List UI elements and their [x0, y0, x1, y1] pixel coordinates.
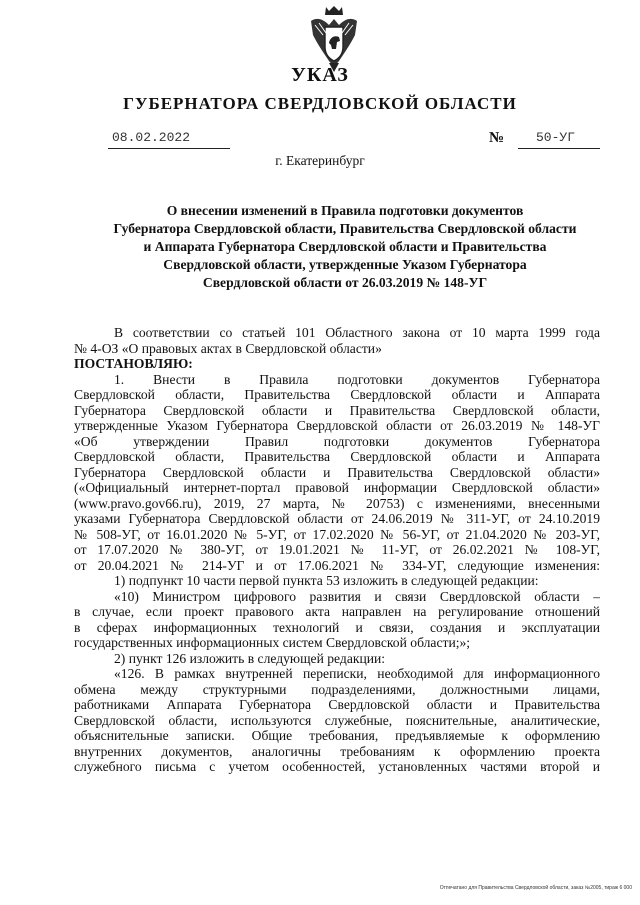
body-line: 2) пункт 126 изложить в следующей редакции: — [114, 650, 386, 666]
body-line: служебного письма с учетом особенностей, установленных частями второй и — [74, 759, 600, 774]
body-line: от 17.07.2020 № 380-УГ, от 19.01.2021 № 11-УГ, от 26.02.2021 № 108-УГ, — [74, 542, 600, 557]
heading-line: Свердловской области, утвержденные Указом Губернатора — [163, 257, 527, 272]
body-line: «126. В рамках внутренней переписки, необходимой для информационного — [114, 666, 600, 681]
heading-line: О внесении изменений в Правила подготовки документов — [166, 203, 524, 218]
date-underline — [108, 148, 230, 149]
body-line: работниками Аппарата Губернатора Свердловской области и Правительства — [74, 697, 600, 712]
body-line: («Официальный интернет-портал правовой информации Свердловской области» — [74, 480, 600, 495]
heading-line: Свердловской области от 26.03.2019 № 148-УГ — [202, 275, 488, 290]
document-date: 08.02.2022 — [112, 130, 191, 145]
body-line: Губернатора Свердловской области и Правительства Свердловской области» — [74, 464, 600, 480]
body-line: № 4-ОЗ «О правовых актах в Свердловской области» — [74, 340, 382, 356]
document-issuer-subtitle: ГУБЕРНАТОРА СВЕРДЛОВСКОЙ ОБЛАСТИ — [123, 94, 517, 113]
heading-line: Губернатора Свердловской области, Правительства Свердловской области — [113, 221, 577, 236]
heading-line: и Аппарата Губернатора Свердловской области и Правительства — [143, 239, 547, 254]
body-line: указами Губернатора Свердловской области от 24.06.2019 № 311-УГ, от 24.10.2019 — [74, 511, 600, 526]
coat-of-arms-icon — [307, 5, 361, 73]
body-line: объяснительные записки. Общие требования, предъявляемые к оформлению — [74, 728, 600, 743]
body-line: Свердловской области, Правительства Свердловской области и Аппарата — [74, 387, 600, 402]
body-line: Свердловской области, используются служебные, пояснительные, аналитические, — [74, 712, 600, 728]
body-line: ПОСТАНОВЛЯЮ: — [74, 356, 193, 371]
number-underline — [518, 148, 600, 149]
body-line: утвержденные Указом Губернатора Свердловской области от 26.03.2019 № 148-УГ — [74, 418, 600, 433]
number-sign: № — [489, 130, 505, 146]
document-city: г. Екатеринбург — [275, 153, 365, 168]
document-number: 50-УГ — [536, 130, 576, 145]
print-footer: Отпечатано для Правительства Свердловской области, заказ №2005, тираж 6 000 — [439, 885, 632, 891]
body-line: в сферах информационных технологий и связи, создания и эксплуатации — [74, 619, 600, 635]
body-line: Губернатора Свердловской области и Правительства Свердловской области, — [74, 402, 600, 418]
body-line: в случае, если проект правового акта направлен на регулирование отношений — [74, 604, 600, 619]
document-heading — [90, 202, 600, 292]
body-line: 1) подпункт 10 части первой пункта 53 изложить в следующей редакции: — [114, 573, 539, 588]
body-line: № 508-УГ, от 16.01.2020 № 5-УГ, от 17.02.2020 № 56-УГ, от 21.04.2020 № 203-УГ, — [74, 526, 600, 542]
body-line: обмена между структурными подразделениями, должностными лицами, — [74, 681, 600, 697]
body-line: внутренних документов, аналогичны требованиям к оформлению проекта — [74, 743, 600, 759]
body-line: (www.pravo.gov66.ru), 2019, 27 марта, № 20753) с изменениями, внесенными — [74, 495, 600, 511]
body-line: «10) Министром цифрового развития и связи Свердловской области – — [114, 588, 600, 604]
document-type-title: УКАЗ — [291, 64, 349, 86]
document-body — [74, 325, 600, 775]
body-line: Свердловской области, Правительства Свердловской области и Аппарата — [74, 449, 600, 464]
body-line: 1. Внести в Правила подготовки документов Губернатора — [114, 371, 600, 387]
body-line: «Об утверждении Правил подготовки документов Губернатора — [74, 433, 600, 449]
body-line: государственных информационных систем Свердловской области;»; — [74, 635, 471, 650]
body-line: от 20.04.2021 № 214-УГ и от 17.06.2021 № 334-УГ, следующие изменения: — [74, 557, 600, 573]
body-line: В соответствии со статьей 101 Областного закона от 10 марта 1999 года — [114, 325, 600, 340]
